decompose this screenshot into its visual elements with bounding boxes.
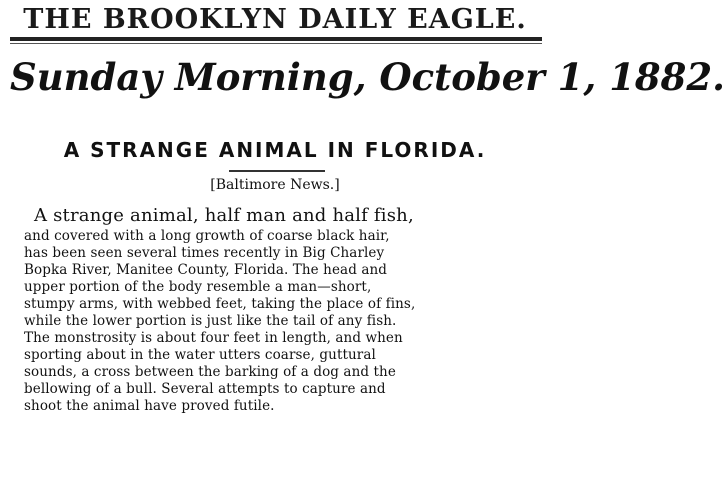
article-line: bellowing of a bull. Several attempts to capture and (24, 381, 386, 397)
article-headline: A STRANGE ANIMAL IN FLORIDA. (63, 138, 487, 162)
article-line: Bopka River, Manitee County, Florida. The head and (24, 262, 388, 278)
newspaper-masthead: THE BROOKLYN DAILY EAGLE. (23, 4, 527, 35)
article-line: stumpy arms, with webbed feet, taking the place of fins, (24, 296, 416, 312)
dateline: Sunday Morning, October 1, 1882. (10, 55, 725, 99)
masthead-rule-thin (10, 43, 542, 44)
headline-separator (229, 170, 325, 172)
article-line: while the lower portion is just like the tail of any fish. (24, 313, 397, 329)
article-line: The monstrosity is about four feet in length, and when (24, 330, 403, 346)
article-line: A strange animal, half man and half fish, (34, 205, 414, 226)
article-line: shoot the animal have proved futile. (24, 398, 275, 414)
article-line: and covered with a long growth of coarse black hair, (24, 228, 390, 244)
article-line: sounds, a cross between the barking of a dog and the (24, 364, 396, 380)
article-source: [Baltimore News.] (210, 177, 340, 193)
article-line: upper portion of the body resemble a man—short, (24, 279, 372, 295)
article-line: has been seen several times recently in Big Charley (24, 245, 385, 261)
article-body (24, 204, 534, 415)
masthead-rule-thick (10, 37, 542, 41)
article-line: sporting about in the water utters coarse, guttural (24, 347, 376, 363)
